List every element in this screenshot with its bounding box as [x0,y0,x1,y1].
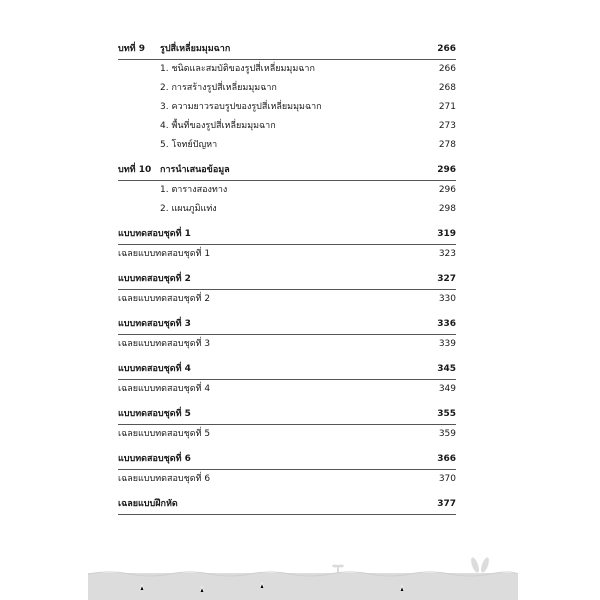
entry-label: 5. โจทย์ปัญหา [160,140,218,150]
toc-entry[interactable] [118,136,456,155]
answer-label: เฉลยแบบทดสอบชุดที่ 5 [118,429,211,439]
exercise-answers-title: เฉลยแบบฝึกหัด [118,499,178,509]
page-number: 355 [437,409,456,419]
test-title: แบบทดสอบชุดที่ 5 [118,409,191,419]
page-number: 319 [437,229,456,239]
page-number: 298 [438,204,456,214]
page-number: 377 [437,499,456,509]
page-number: 273 [438,121,456,131]
answer-label: เฉลยแบบทดสอบชุดที่ 2 [118,294,211,304]
test-title: แบบทดสอบชุดที่ 2 [118,274,191,284]
page-number: 268 [438,83,456,93]
chapter-9-heading[interactable] [118,40,456,60]
toc-entry[interactable] [118,98,456,117]
answer-entry[interactable] [118,290,456,309]
page-number: 330 [438,294,456,304]
page-number: 266 [438,64,456,74]
chapter-number: บทที่ 9 [118,44,145,54]
toc-entry[interactable] [118,200,456,219]
entry-label: 4. พื้นที่ของรูปสี่เหลี่ยมมุมฉาก [160,121,276,131]
toc-entry[interactable] [118,181,456,200]
entry-label: 1. ตารางสองทาง [160,185,228,195]
page-number: 359 [438,429,456,439]
page-number: 296 [438,185,456,195]
page-number: 345 [437,364,456,374]
chapter-number: บทที่ 10 [118,165,152,175]
page-number: 336 [437,319,456,329]
test-title: แบบทดสอบชุดที่ 6 [118,454,191,464]
page-number: 366 [437,454,456,464]
entry-label: 1. ชนิดและสมบัติของรูปสี่เหลี่ยมมุมฉาก [160,64,315,74]
page-number: 323 [438,249,456,259]
page-number: 339 [438,339,456,349]
toc-entry[interactable] [118,79,456,98]
test-title: แบบทดสอบชุดที่ 3 [118,319,191,329]
page-number: 296 [437,165,456,175]
answer-entry[interactable] [118,470,456,489]
page-number: 349 [438,384,456,394]
bunny-ears-icon [469,556,490,573]
answer-label: เฉลยแบบทดสอบชุดที่ 3 [118,339,211,349]
chapter-10-heading[interactable] [118,161,456,181]
answer-label: เฉลยแบบทดสอบชุดที่ 4 [118,384,211,394]
test-heading[interactable] [118,225,456,245]
test-title: แบบทดสอบชุดที่ 4 [118,364,191,374]
exercise-answers-heading[interactable] [118,495,456,515]
entry-label: 3. ความยาวรอบรูปของรูปสี่เหลี่ยมมุมฉาก [160,102,322,112]
page-number: 266 [437,44,456,54]
test-heading[interactable] [118,405,456,425]
test-heading[interactable] [118,270,456,290]
answer-entry[interactable] [118,380,456,399]
page-number: 278 [438,140,456,150]
page-number: 271 [438,102,456,112]
answer-label: เฉลยแบบทดสอบชุดที่ 6 [118,474,211,484]
sprout-icon [332,565,344,574]
answer-entry[interactable] [118,245,456,264]
answer-entry[interactable] [118,335,456,354]
entry-label: 2. แผนภูมิแท่ง [160,204,217,214]
footer-band [88,573,518,600]
toc-entry[interactable] [118,60,456,79]
answer-label: เฉลยแบบทดสอบชุดที่ 1 [118,249,211,259]
answer-entry[interactable] [118,425,456,444]
toc-entry[interactable] [118,117,456,136]
test-heading[interactable] [118,450,456,470]
test-heading[interactable] [118,360,456,380]
entry-label: 2. การสร้างรูปสี่เหลี่ยมมุมฉาก [160,83,277,93]
page-number: 327 [437,274,456,284]
test-heading[interactable] [118,315,456,335]
table-of-contents [118,40,456,515]
chapter-title: การนำเสนอข้อมูล [160,165,230,175]
chapter-title: รูปสี่เหลี่ยมมุมฉาก [160,44,231,54]
test-title: แบบทดสอบชุดที่ 1 [118,229,191,239]
page-number: 370 [438,474,456,484]
